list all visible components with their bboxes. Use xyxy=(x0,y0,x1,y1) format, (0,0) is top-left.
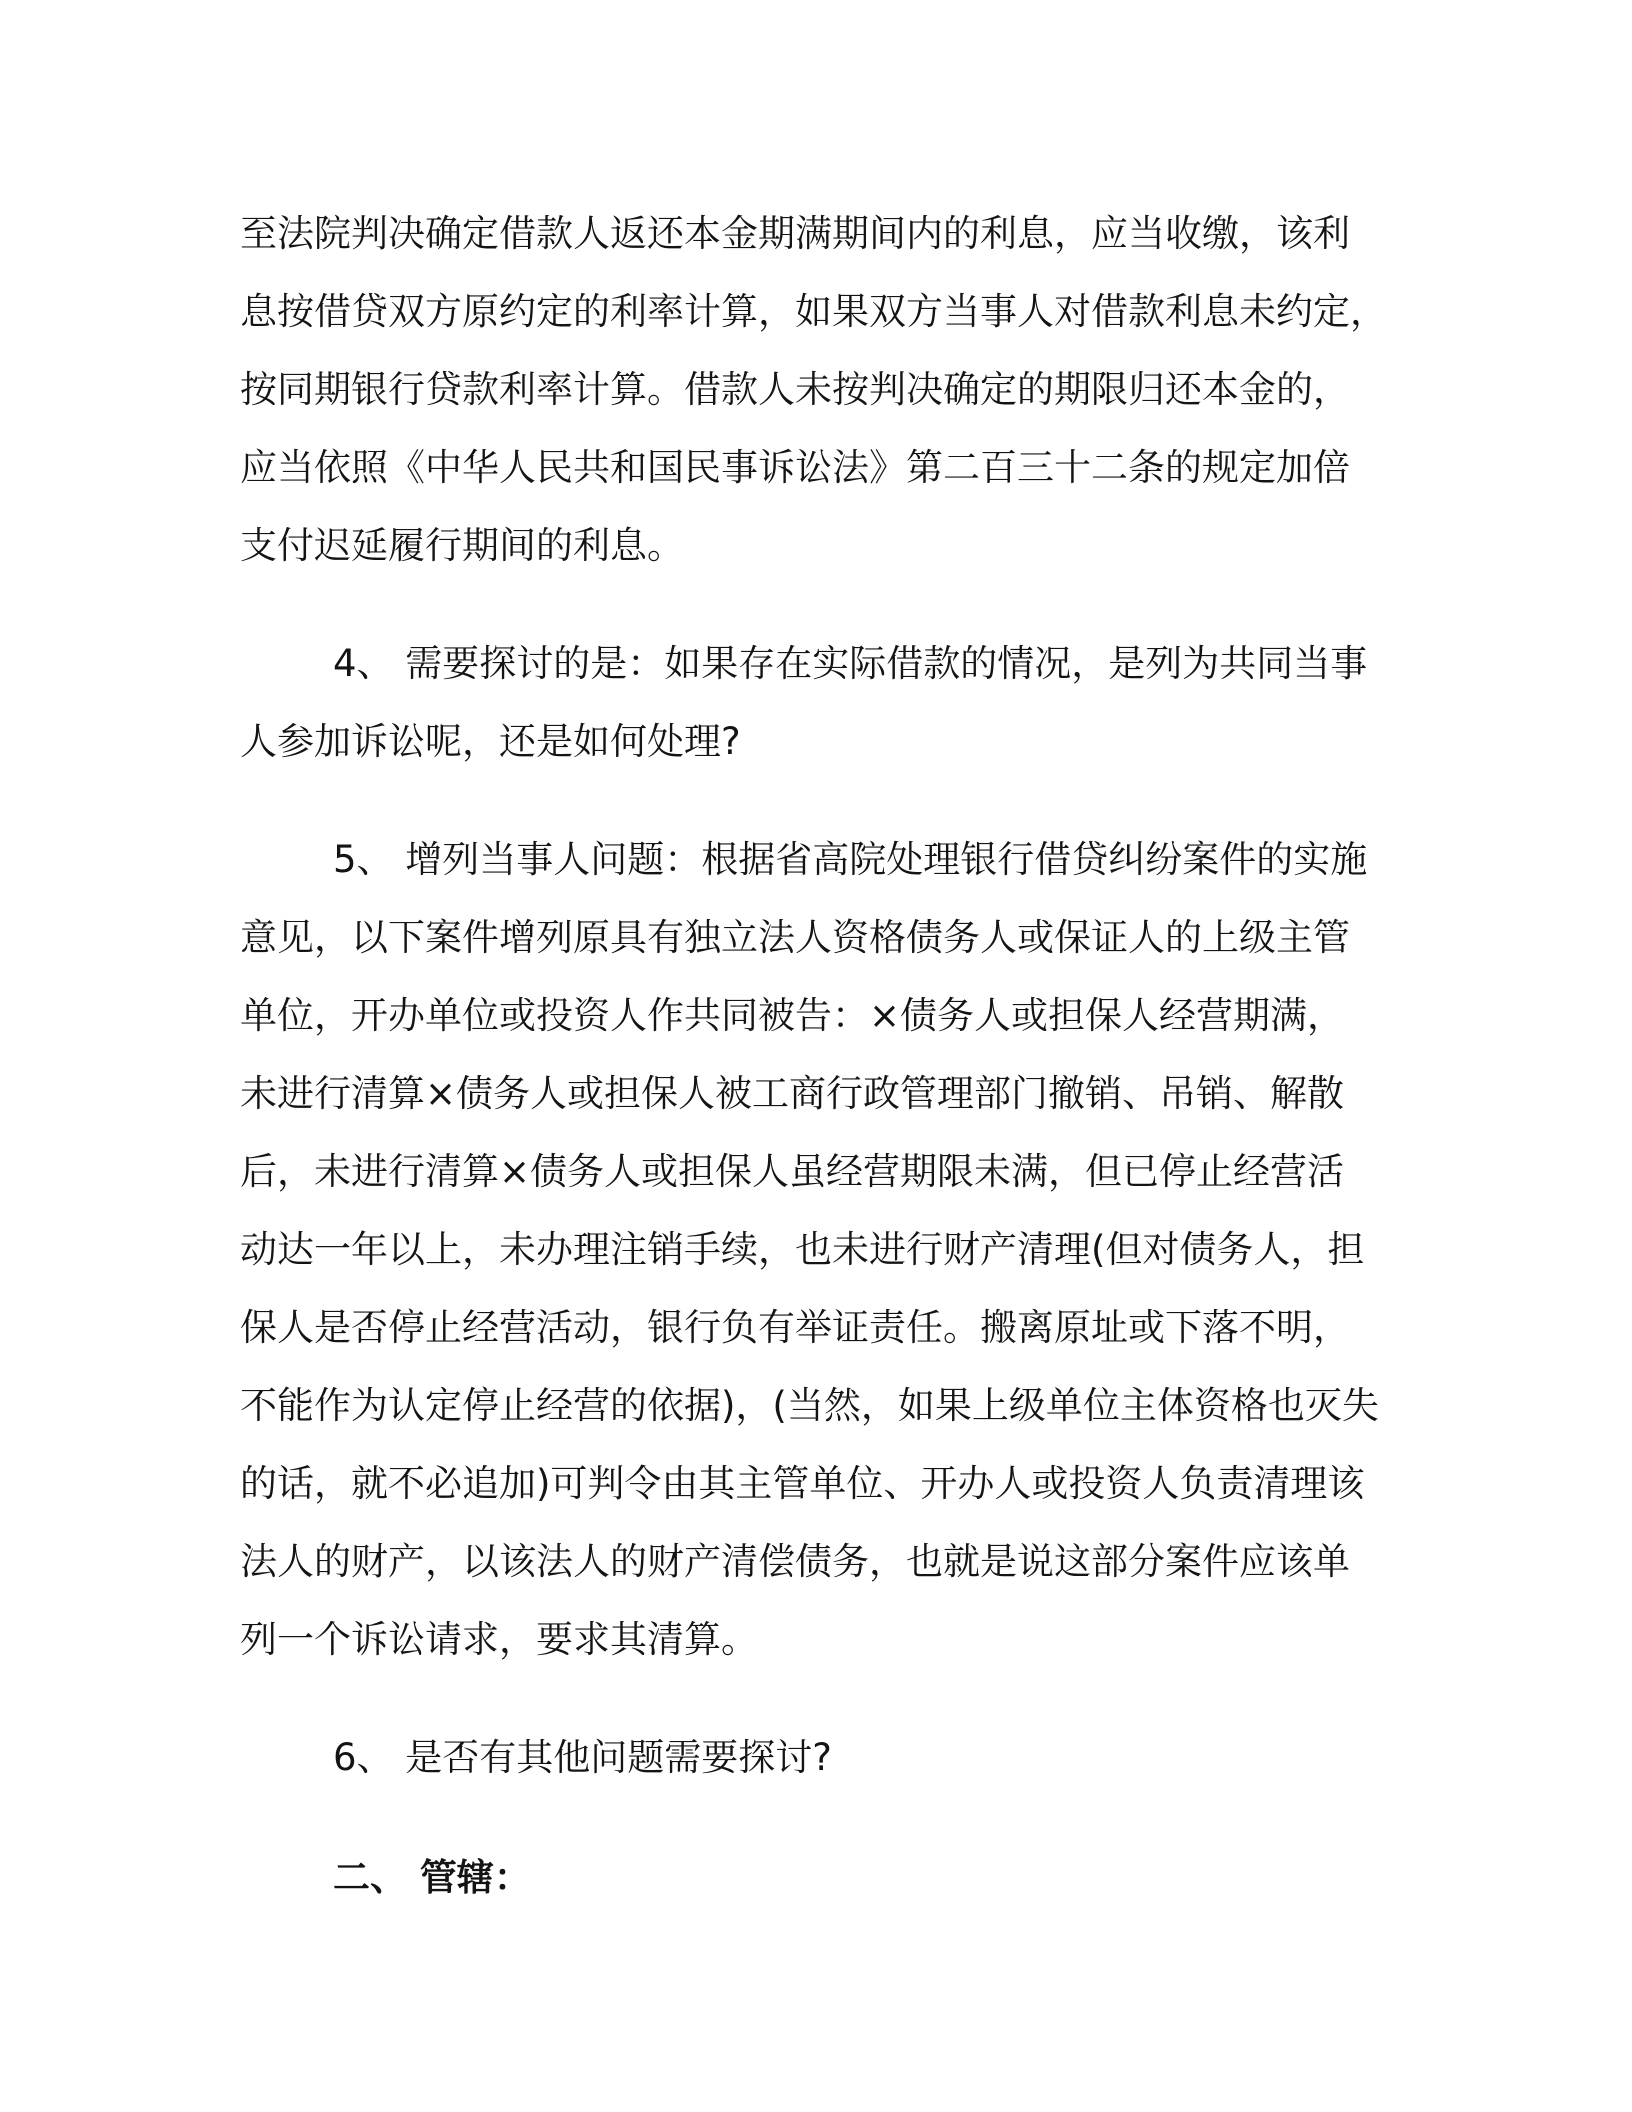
text-line: 支付迟延履行期间的利息。 xyxy=(240,524,684,567)
text-line: 二、 管辖： xyxy=(333,1856,531,1899)
text-line: 4、 需要探讨的是：如果存在实际借款的情况，是列为共同当事 xyxy=(333,642,1368,685)
text-line: 列一个诉讼请求，要求其清算。 xyxy=(240,1618,758,1661)
text-line: 保人是否停止经营活动，银行负有举证责任。搬离原址或下落不明， xyxy=(240,1306,1350,1349)
paragraph-item-5 xyxy=(240,821,1405,1679)
text-line: 的话，就不必追加)可判令由其主管单位、开办人或投资人负责清理该 xyxy=(240,1462,1365,1505)
text-line: 法人的财产，以该法人的财产清偿债务，也就是说这部分案件应该单 xyxy=(240,1540,1350,1583)
text-line: 后，未进行清算×债务人或担保人虽经营期限未满，但已停止经营活 xyxy=(240,1150,1345,1193)
section-heading-jurisdiction xyxy=(240,1839,1405,1917)
text-line: 动达一年以上，未办理注销手续，也未进行财产清理(但对债务人，担 xyxy=(240,1228,1365,1271)
text-line: 不能作为认定停止经营的依据)，(当然，如果上级单位主体资格也灭失 xyxy=(240,1384,1379,1427)
paragraph-item-6 xyxy=(240,1719,1405,1797)
text-line: 按同期银行贷款利率计算。借款人未按判决确定的期限归还本金的， xyxy=(240,368,1350,411)
text-line: 应当依照《中华人民共和国民事诉讼法》第二百三十二条的规定加倍 xyxy=(240,446,1350,489)
text-line: 单位，开办单位或投资人作共同被告：×债务人或担保人经营期满， xyxy=(240,994,1345,1037)
text-line: 意见，以下案件增列原具有独立法人资格债务人或保证人的上级主管 xyxy=(240,916,1350,959)
text-line: 息按借贷双方原约定的利率计算，如果双方当事人对借款利息未约定， xyxy=(240,290,1387,333)
document-page xyxy=(240,195,1405,1917)
text-line: 至法院判决确定借款人返还本金期满期间内的利息，应当收缴，该利 xyxy=(240,212,1350,255)
text-line: 5、 增列当事人问题：根据省高院处理银行借贷纠纷案件的实施 xyxy=(333,838,1368,881)
text-line: 6、 是否有其他问题需要探讨? xyxy=(333,1736,832,1779)
text-line: 人参加诉讼呢，还是如何处理? xyxy=(240,720,741,763)
paragraph-item-4 xyxy=(240,625,1405,781)
paragraph-interest-rules xyxy=(240,195,1405,585)
text-line: 未进行清算×债务人或担保人被工商行政管理部门撤销、吊销、解散 xyxy=(240,1072,1345,1115)
